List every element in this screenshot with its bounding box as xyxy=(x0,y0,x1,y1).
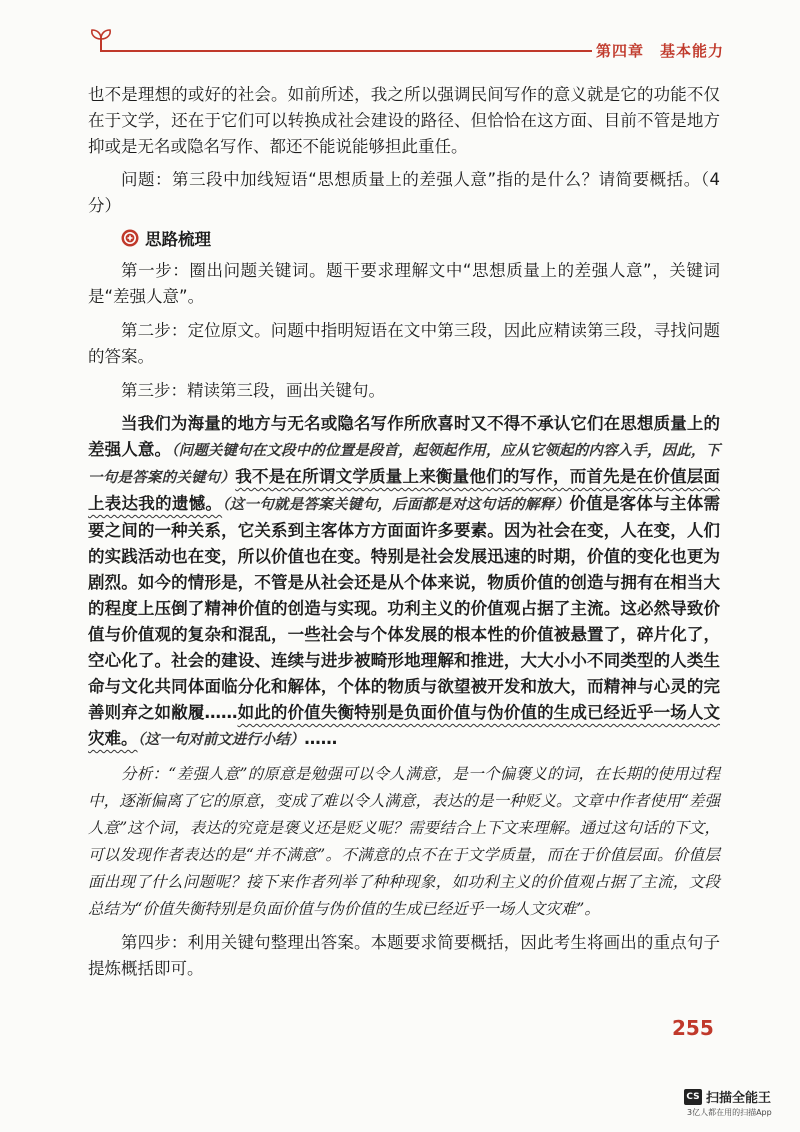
page-header xyxy=(0,0,800,70)
thinking-badge-icon xyxy=(121,229,139,247)
step-1: 第一步：圈出问题关键词。题干要求理解文中“思想质量上的差强人意”，关键词是“差强人意”。 xyxy=(88,261,720,306)
quote-ellipsis: …… xyxy=(304,729,338,748)
annotation-2: （这一句就是答案关键句，后面都是对这句话的解释） xyxy=(222,496,570,513)
scanner-logo-icon: CS xyxy=(684,1089,702,1105)
scanner-watermark xyxy=(684,1087,771,1106)
page-content xyxy=(88,82,720,982)
step-4: 第四步：利用关键句整理出答案。本题要求简要概括，因此考生将画出的重点句子提炼概括即可。 xyxy=(88,933,720,978)
thinking-header xyxy=(88,225,720,251)
analysis: 分析：“差强人意”的原意是勉强可以令人满意，是一个偏褒义的词，在长期的使用过程中，逐渐偏离了它的原意，变成了难以令人满意，表达的是一种贬义。文章中作者使用“差强人意”这个词，表达的究竟是褒义还是贬义呢？需要结合上下文来理解。通过这句话的下文，可以发现作者表达的是“并不满意”。不满意的点不在于文学质量，而在于价值层面。价值层面出现了什么问题呢？接下来作者列举了种种现象，如功利主义的价值观占据了主流，文段总结为“价值失衡特别是负面价值与伪价值的生成已经近乎一场人文灾难”。 xyxy=(88,765,720,918)
quote-body: 价值是客体与主体需要之间的一种关系，它关系到主客体方方面面许多要素。因为社会在变，人在变，人们的实践活动也在变，所以价值也在变。特别是社会发展迅速的时期，价值的变化也更为剧烈。如今的情形是，不管是从社会还是从个体来说，物质价值的创造与拥有在相当大的程度上压倒了精神价值的创造与实现。功利主义的价值观占据了主流。这必然导致价值与价值观的复杂和混乱，一些社会与个体发展的根本性的价值被悬置了，碎片化了，空心化了。社会的建设、连续与进步被畸形地理解和推进，大大小小不同类型的人类生命与文化共同体面临分化和解体，个体的物质与欲望被开发和放大，而精神与心灵的完善则弃之如敝履…… xyxy=(88,494,721,722)
step-2: 第二步：定位原文。问题中指明短语在文中第三段，因此应精读第三段，寻找问题的答案。 xyxy=(88,321,720,366)
header-rule xyxy=(100,50,592,52)
annotation-3: （这一句对前文进行小结） xyxy=(137,731,305,748)
paragraph-continuation: 也不是理想的或好的社会。如前所述，我之所以强调民间写作的意义就是它的功能不仅在于文学，还在于它们可以转换成社会建设的路径、但恰恰在这方面、目前不管是地方抑或是无名或隐名写作、都还不能说能够担此重任。 xyxy=(88,85,720,156)
quote-opening: 当我们为海量的地方与无名或隐名写作所欣喜时又不得不承认它们在思想质量上的差强人意。 xyxy=(88,414,720,459)
question: 问题：第三段中加线短语“思想质量上的差强人意”指的是什么？请简要概括。（4分） xyxy=(88,170,720,215)
annotation-1: （问题关键句在文段中的位置是段首，起领起作用，应从它领起的内容入手，因此，下一句是答案的关键句） xyxy=(88,442,720,486)
step-3: 第三步：精读第三段，画出关键句。 xyxy=(121,381,385,400)
summary-sentence: 如此的价值失衡特别是负面价值与伪价值的生成已经近乎一场人文灾难。 xyxy=(88,703,721,748)
key-sentence: 我不是在所谓文学质量上来衡量他们的写作，而首先是在价值层面上表达我的遗憾。 xyxy=(88,467,721,513)
sprout-icon xyxy=(88,26,114,52)
scanner-title: 扫描全能王 xyxy=(706,1091,772,1106)
page-number: 255 xyxy=(672,1016,714,1040)
scanner-subtitle: 3亿人都在用的扫描App xyxy=(687,1108,772,1117)
chapter-title: 第四章 基本能力 xyxy=(596,42,725,60)
thinking-label: 思路梳理 xyxy=(145,230,211,249)
quoted-passage xyxy=(88,411,720,753)
